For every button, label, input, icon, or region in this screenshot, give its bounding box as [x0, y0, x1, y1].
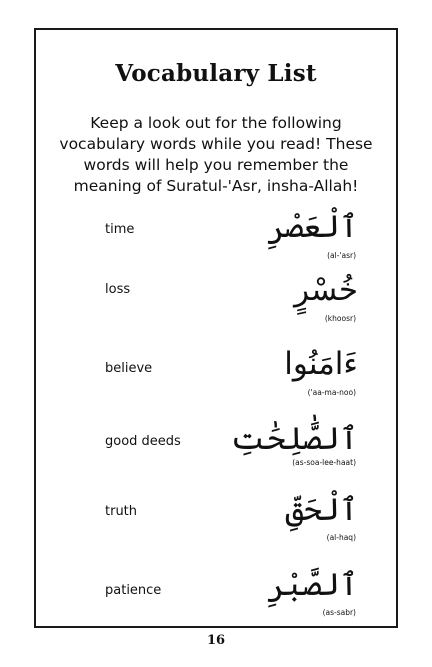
english-word: believe — [105, 361, 153, 376]
vocab-row-time — [0, 205, 432, 265]
vocab-row-patience — [0, 563, 432, 623]
english-word: patience — [105, 583, 162, 598]
arabic-word: ءَامَنُوا — [284, 346, 358, 382]
transliteration: (khoosr) — [324, 314, 356, 323]
arabic-word: خُسْرٍ — [294, 272, 358, 308]
page-number: 16 — [206, 633, 226, 648]
english-word: truth — [105, 504, 138, 519]
intro-paragraph: Keep a look out for the following vocabulary words while you read! These words will help you remember the meaning of Suratul-'Asr, insha-Allah! — [59, 114, 373, 195]
vocab-row-truth — [0, 486, 432, 546]
vocab-row-believe — [0, 340, 432, 400]
english-word: loss — [105, 282, 131, 297]
english-word: time — [105, 222, 135, 237]
transliteration: (al-'asr) — [327, 251, 356, 260]
transliteration: (al-haq) — [326, 533, 356, 542]
english-word: good deeds — [105, 434, 181, 449]
transliteration: (as-sabr) — [322, 608, 356, 617]
arabic-word: ٱلصَّبْرِ — [267, 567, 358, 603]
arabic-word: ٱلْعَصْرِ — [267, 209, 358, 245]
transliteration: ('aa-ma-noo) — [307, 388, 356, 397]
page-title: Vocabulary List — [115, 60, 317, 87]
transliteration: (as-soa-lee-haat) — [292, 458, 356, 467]
vocab-row-good-deeds — [0, 414, 432, 474]
arabic-word: ٱلصَّٰلِحَٰتِ — [230, 421, 358, 457]
arabic-word: ٱلْحَقِّ — [285, 492, 358, 528]
vocab-row-loss — [0, 266, 432, 326]
